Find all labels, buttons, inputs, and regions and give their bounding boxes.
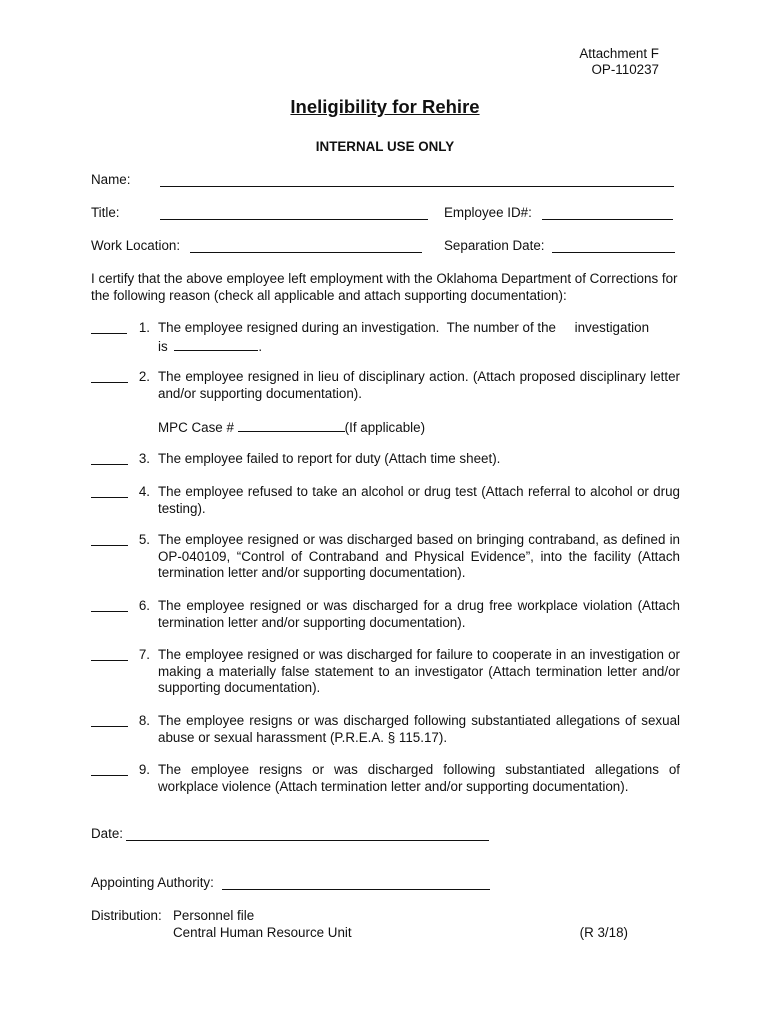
item-text: The employee resigned or was discharged based on bringing contraband, as defined in OP-040109, “Control of Contraband and Physical Evidence”, into the facility (Attach termination letter and/or supporting documentation). [158,532,680,580]
date-field[interactable] [126,827,489,841]
attachment-block [579,46,659,78]
mpc-case-field[interactable] [238,418,345,432]
checkbox-line-3[interactable] [91,451,128,465]
item-text: The employee resigns or was discharged following substantiated allegations of workplace violence (Attach termination letter and/or supporting documentation). [158,762,680,794]
title-field[interactable] [160,206,428,220]
checkbox-line-6[interactable] [91,598,128,612]
investigation-count-field[interactable] [174,337,258,351]
item-number: 4. [138,484,150,499]
item-number: 1. [138,320,150,335]
item-number: 8. [138,713,150,728]
reason-item-4 [91,484,683,518]
item-text: The employee resigned in lieu of disciplinary action. (Attach proposed disciplinary letter and/or supporting documentation). [158,369,680,401]
separation-date-label: Separation Date: [444,238,545,253]
item-number: 2. [138,369,150,384]
item-number: 9. [138,762,150,777]
item-number: 3. [138,451,150,466]
item-number: 7. [138,647,150,662]
checkbox-line-1[interactable] [91,320,127,334]
reason-item-1 [91,320,683,356]
mpc-case-label: MPC Case # [158,420,234,435]
form-title: Ineligibility for Rehire [290,96,480,117]
revision-code: (R 3/18) [579,925,628,940]
item-text: The employee resigned or was discharged for failure to cooperate in an investigation or making a materially false statement to an investigator (Attach termination letter and/or supporting documentation). [158,647,680,695]
checkbox-line-2[interactable] [91,369,128,383]
title-label: Title: [91,205,120,220]
work-location-label: Work Location: [91,238,181,253]
item-text: The employee resigned or was discharged for a drug free workplace violation (Attach termination letter and/or supporting documentation). [158,598,680,630]
checkbox-line-5[interactable] [91,532,128,546]
name-label: Name: [91,172,131,187]
reason-item-9 [91,762,683,796]
item-text: The employee failed to report for duty (Attach time sheet). [158,451,501,466]
internal-use-label: INTERNAL USE ONLY [315,139,455,154]
mpc-case-row [158,418,425,435]
op-number: OP-110237 [591,62,659,77]
appointing-authority-field[interactable] [222,876,490,890]
date-label: Date: [91,826,124,841]
distribution-label: Distribution: [91,908,162,923]
reason-item-5 [91,532,683,584]
appointing-authority-label: Appointing Authority: [91,875,214,890]
distribution-personnel-file: Personnel file [173,908,255,923]
item-text: The employee refused to take an alcohol or drug test (Attach referral to alcohol or drug testing). [158,484,680,516]
reason-item-6 [91,598,683,632]
certification-text: I certify that the above employee left employment with the Oklahoma Department of Corrections for the following reason (check all applicable and attach supporting documentation): [91,271,678,303]
item-text-is: is [158,338,168,354]
employee-id-label: Employee ID#: [444,205,532,220]
reason-item-8 [91,713,683,747]
attachment-label: Attachment F [579,46,659,61]
item-number: 5. [138,532,150,547]
checkbox-line-9[interactable] [91,762,128,776]
separation-date-field[interactable] [552,239,675,253]
checkbox-line-4[interactable] [91,484,128,498]
item-number: 6. [138,598,150,613]
item-period: . [258,338,263,354]
employee-id-field[interactable] [542,206,673,220]
work-location-field[interactable] [190,239,422,253]
checkbox-line-7[interactable] [91,647,128,661]
distribution-hr-unit: Central Human Resource Unit [173,925,352,940]
item-text: The employee resigned during an investigation. The number of the investigation [158,320,650,335]
mpc-case-note: (If applicable) [344,420,426,435]
reason-item-2 [91,369,683,439]
item-text: The employee resigns or was discharged following substantiated allegations of sexual abuse or sexual harassment (P.R.E.A. § 115.17). [158,713,680,745]
name-field[interactable] [160,173,674,187]
reason-item-3 [91,451,683,469]
reason-item-7 [91,647,683,699]
checkbox-line-8[interactable] [91,713,128,727]
